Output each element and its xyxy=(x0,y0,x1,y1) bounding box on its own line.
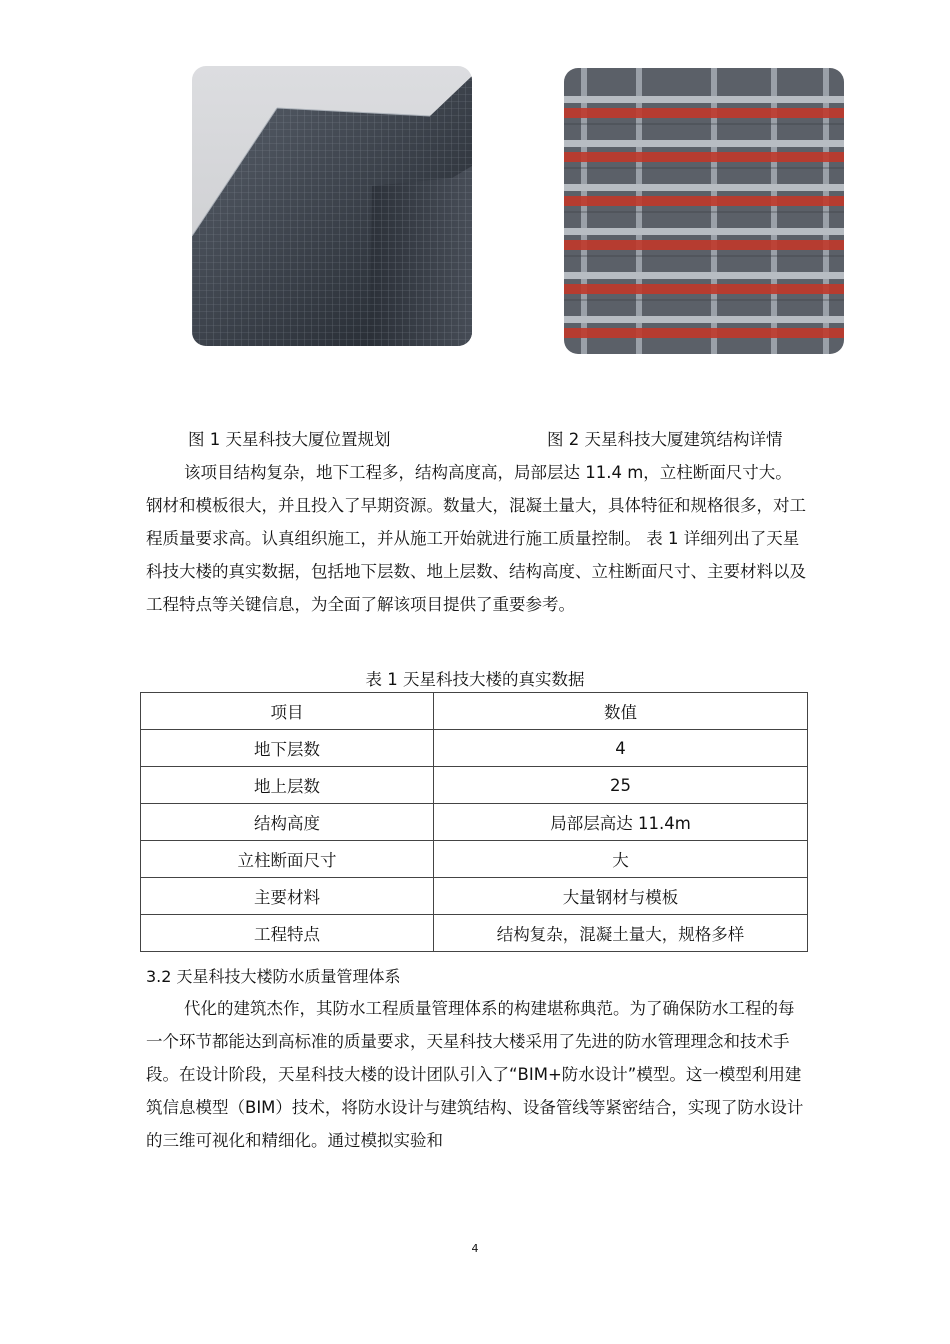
figure-1-caption: 图 1 天星科技大厦位置规划 xyxy=(188,430,391,449)
table-cell-item: 主要材料 xyxy=(141,878,434,915)
table-cell-item: 地下层数 xyxy=(141,730,434,767)
table-cell-value: 局部层高达 11.4m xyxy=(434,804,808,841)
table-cell-value: 大 xyxy=(434,841,808,878)
table-cell-item: 地上层数 xyxy=(141,767,434,804)
table-row xyxy=(141,878,808,915)
table-cell-item: 工程特点 xyxy=(141,915,434,952)
page-number: 4 xyxy=(471,1242,479,1255)
section-heading: 3.2 天星科技大楼防水质量管理体系 xyxy=(146,967,401,986)
table-title: 表 1 天星科技大楼的真实数据 xyxy=(365,670,585,689)
table-header-value: 数值 xyxy=(434,693,808,730)
table-row xyxy=(141,730,808,767)
body-paragraph-2: 代化的建筑杰作，其防水工程质量管理体系的构建堪称典范。为了确保防水工程的每一个环节都能达到高标准的质量要求，天星科技大楼采用了先进的防水管理理念和技术手段。在设计阶段，天星科技大楼的设计团队引入了“BIM+防水设计”模型。这一模型利用建筑信息模型（BIM）技术，将防水设计与建筑结构、设备管线等紧密结合，实现了防水设计的三维可视化和精细化。通过模拟实验和 xyxy=(146,999,804,1150)
table-header-item: 项目 xyxy=(141,693,434,730)
table-cell-value: 4 xyxy=(434,730,808,767)
table-cell-value: 大量钢材与模板 xyxy=(434,878,808,915)
table-row xyxy=(141,804,808,841)
figure-1-skyscraper-image xyxy=(192,66,472,346)
table-row xyxy=(141,841,808,878)
table-row xyxy=(141,767,808,804)
body-paragraph-1: 该项目结构复杂，地下工程多，结构高度高，局部层达 11.4 m，立柱断面尺寸大。钢材和模板很大，并且投入了早期资源。数量大，混凝土量大，具体特征和规格很多，对工程质量要求高。认真组织施工，并从施工开始就进行施工质量控制。 表 1 详细列出了天星科技大楼的真实数据，包括地下层数、地上层数、结构高度、立柱断面尺寸、主要材料以及工程特点等关键信息，为全面了解该项目提供了重要参考。 xyxy=(146,463,806,614)
table-cell-item: 立柱断面尺寸 xyxy=(141,841,434,878)
table-row xyxy=(141,915,808,952)
figure-2-construction-image xyxy=(564,68,844,354)
table-cell-item: 结构高度 xyxy=(141,804,434,841)
table-cell-value: 25 xyxy=(434,767,808,804)
figure-2-caption: 图 2 天星科技大厦建筑结构详情 xyxy=(547,430,783,449)
data-table xyxy=(140,692,808,952)
table-header-row xyxy=(141,693,808,730)
table-cell-value: 结构复杂，混凝土量大，规格多样 xyxy=(434,915,808,952)
